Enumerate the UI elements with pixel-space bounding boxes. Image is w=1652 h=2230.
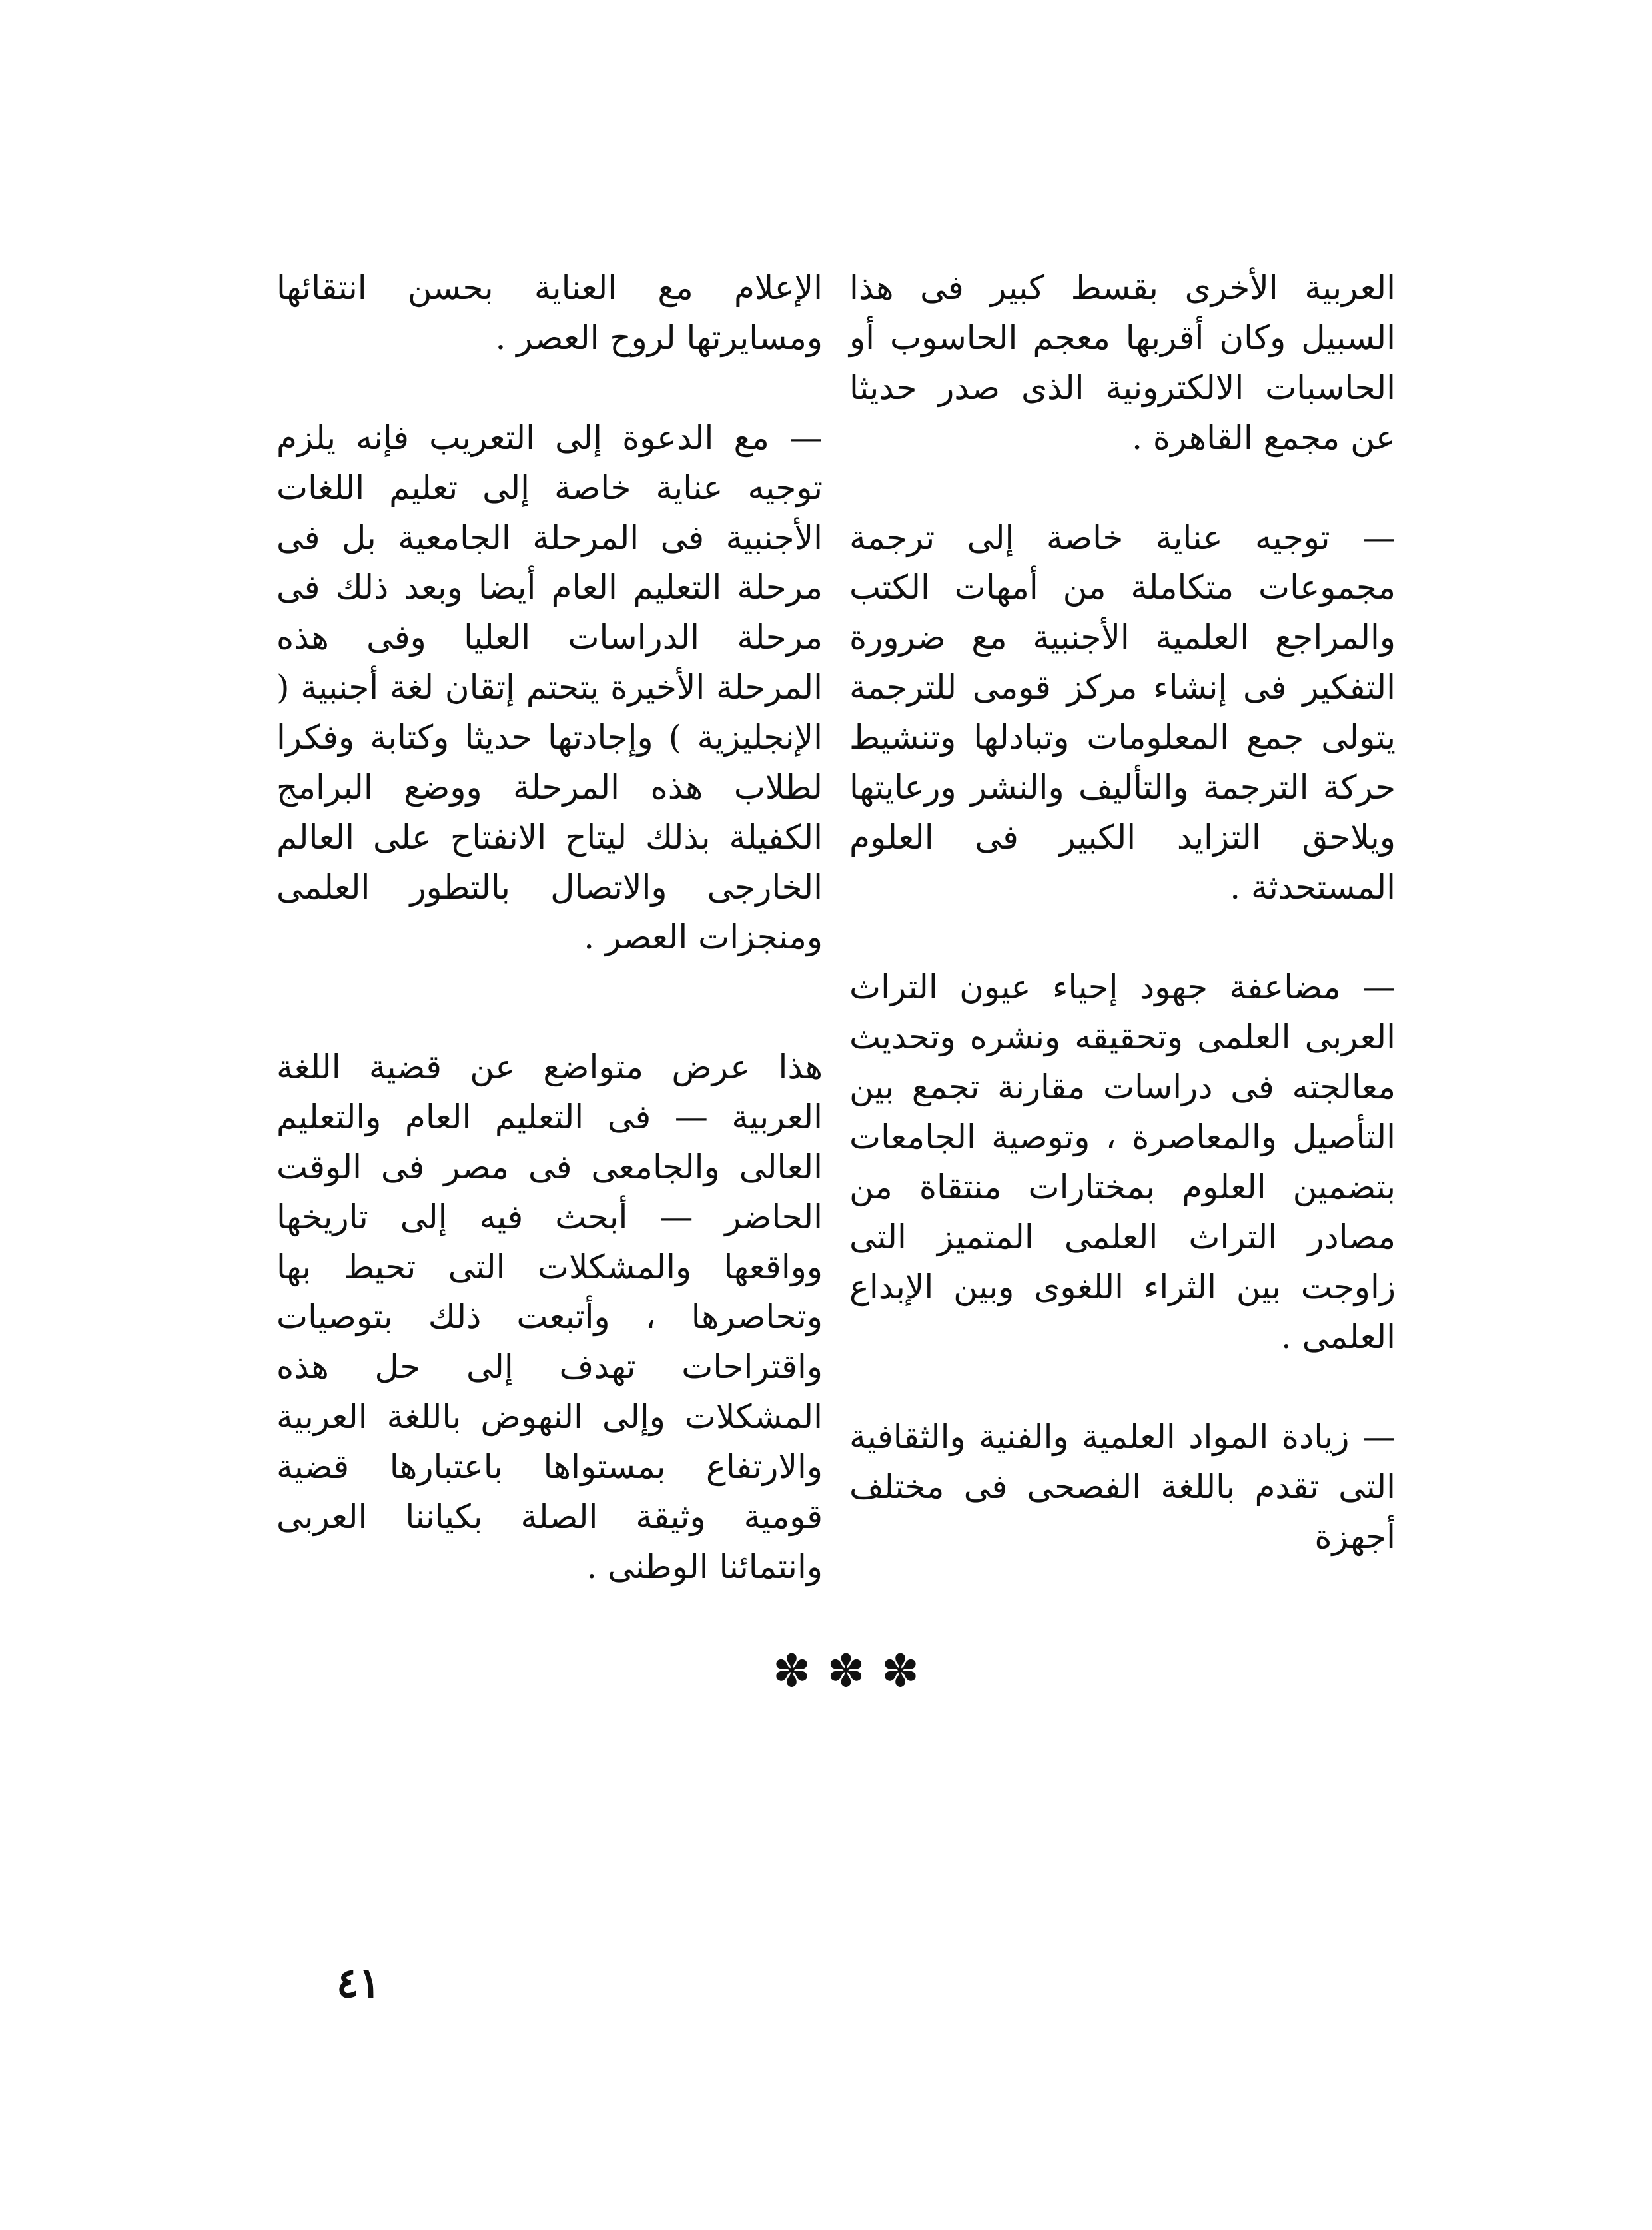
paragraph-media-materials: — زيادة المواد العلمية والفنية والثقافية التى تقدم باللغة الفصحى فى مختلف أجهزة xyxy=(849,1417,1396,1556)
section-divider-ornament xyxy=(773,1645,919,1698)
asterism-icon: ✽ xyxy=(827,1645,865,1698)
paragraph-foreign-languages: — مع الدعوة إلى التعريب فإنه يلزم توجيه عناية خاصة إلى تعليم اللغات الأجنبية فى المرحلة الجامعية بل فى مرحلة التعليم العام أيضا وبعد ذلك فى مرحلة الدراسات العليا وفى هذه المرحلة الأخيرة يتحتم إتقان لغة أجنبية ( الإنجليزية ) وإجادتها حديثا وكتابة وفكرا لطلاب هذه المرحلة ووضع البرامج الكفيلة بذلك ليتاح الانفتاح على العالم الخارجى والاتصال بالتطور العلمى ومنجزات العصر . xyxy=(276,418,823,956)
right-column xyxy=(849,263,1396,1562)
asterism-icon: ✽ xyxy=(881,1645,919,1698)
asterism-icon: ✽ xyxy=(773,1645,811,1698)
paragraph-conclusion: هذا عرض متواضع عن قضية اللغة العربية — فى التعليم العام والتعليم العالى والجامعى فى مصر فى الوقت الحاضر — أبحث فيه إلى تاريخها وواقعها والمشكلات التى تحيط بها وتحاصرها ، وأتبعت ذلك بتوصيات واقتراحات تهدف إلى حل هذه المشكلات وإلى النهوض باللغة العربية والارتفاع بمستواها باعتبارها قضية قومية وثيقة الصلة بكياننا العربى وانتمائنا الوطنى . xyxy=(276,1048,823,1586)
paragraph-heritage-revival: — مضاعفة جهود إحياء عيون التراث العربى العلمى وتحقيقه ونشره وتحديث معالجته فى دراسات مقارنة تجمع بين التأصيل والمعاصرة ، وتوصية الجامعات بتضمين العلوم بمختارات منتقاة من مصادر التراث العلمى المتميز التى زاوجت بين الثراء اللغوى وبين الإبداع العلمى . xyxy=(849,968,1396,1356)
paragraph-translation-center: — توجيه عناية خاصة إلى ترجمة مجموعات متكاملة من أمهات الكتب والمراجع العلمية الأجنبية مع ضرورة التفكير فى إنشاء مركز قومى للترجمة يتولى جمع المعلومات وتبادلها وتنشيط حركة الترجمة والتأليف والنشر ورعايتها ويلاحق التزايد الكبير فى العلوم المستحدثة . xyxy=(849,518,1396,907)
paragraph-translation-dictionaries: العربية الأخرى بقسط كبير فى هذا السبيل وكان أقربها معجم الحاسوب أو الحاسبات الالكترونية الذى صدر حديثا عن مجمع القاهرة . xyxy=(849,268,1396,457)
page-number: ٤١ xyxy=(336,1958,381,2007)
left-column xyxy=(276,263,823,1592)
paragraph-media-continuation: الإعلام مع العناية بحسن انتقائها ومسايرتها لروح العصر . xyxy=(276,268,823,357)
